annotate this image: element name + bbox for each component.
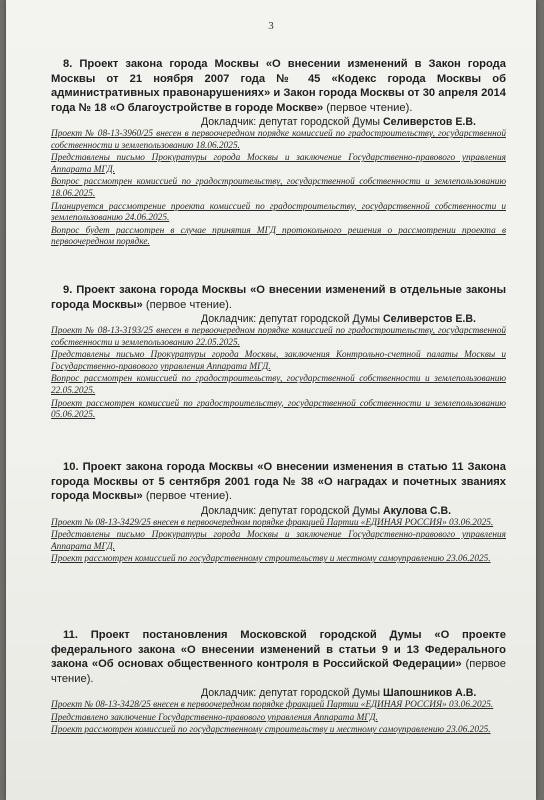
- speaker-line: [51, 115, 506, 129]
- agenda-item-reading: (первое чтение).: [323, 101, 413, 114]
- speaker-name: Селиверстов Е.В.: [382, 313, 476, 325]
- note: Проект № 08-13-3428/25 внесен в первоочередном порядке фракцией Партии «ЕДИНАЯ РОССИЯ» 03.06.2025.: [51, 700, 494, 710]
- note: Представлены письмо Прокуратуры города Москвы и заключение Государственно-правового управления Аппарата МГД.: [51, 153, 506, 175]
- agenda-item-title: Проект закона города Москвы «О внесении изменения в статью 11 Закона города Москвы от 5 сентября 2001 года № 38 «О наградах и почетных званиях города Москвы»: [51, 461, 507, 502]
- agenda-item-9: [51, 283, 506, 422]
- note: Представлены письмо Прокуратуры города Москвы и заключение Государственно-правового управления Аппарата МГД.: [51, 530, 506, 552]
- note: Проект № 08-13-3429/25 внесен в первоочередном порядке фракцией Партии «ЕДИНАЯ РОССИЯ» 03.06.2025.: [51, 517, 494, 528]
- agenda-item-reading: (первое чтение).: [51, 658, 506, 685]
- speaker-name: Акулова С.В.: [382, 504, 452, 517]
- agenda-item-11: [51, 628, 506, 737]
- note: Вопрос рассмотрен комиссией по градостроительству, государственной собственности и землепользованию 22.05.2025.: [51, 374, 506, 396]
- note: Представлены письмо Прокуратуры города Москвы, заключения Контрольно-счетной палаты Москвы и Государственно-правового управления Аппарата МГД.: [51, 350, 506, 372]
- note: Проект рассмотрен комиссией по государственному строительству и местному самоуправлению 23.06.2025.: [51, 554, 491, 565]
- agenda-item-heading: [51, 460, 506, 504]
- speaker-prefix: Докладчик: депутат городской Думы: [201, 687, 383, 699]
- speaker-name: Селиверстов Е.В.: [382, 116, 476, 128]
- agenda-item-title: Проект закона города Москвы «О внесении изменений в Закон города Москвы от 21 ноября 2007 года № 45 «Кодекс города Москвы об административных правонарушениях» и Закон города Москвы от 30 апреля 2014 года № 18 «О благоустройстве в городе Москве»: [51, 58, 506, 114]
- agenda-item-heading: [51, 628, 506, 686]
- agenda-item-number: 8.: [63, 58, 73, 70]
- agenda-item-10: [51, 460, 506, 566]
- agenda-item-heading: [51, 283, 506, 312]
- note: Проект рассмотрен комиссией по государственному строительству и местному самоуправлению 23.06.2025.: [51, 725, 491, 736]
- speaker-line: [51, 686, 506, 700]
- speaker-prefix: Докладчик: депутат городской Думы: [201, 313, 383, 325]
- agenda-item-heading: [51, 57, 506, 115]
- speaker-prefix: Докладчик: депутат городской Думы: [201, 504, 383, 517]
- agenda-item-number: 9.: [63, 284, 73, 296]
- agenda-item-8: [51, 57, 506, 249]
- page-number: 3: [268, 20, 274, 32]
- agenda-item-title: Проект постановления Московской городской Думы «О проекте федерального закона «О внесении изменений в статьи 9 и 13 Федерального закона «Об основах общественного контроля в Российской Федерации»: [51, 629, 506, 670]
- note: Вопрос будет рассмотрен в случае принятия МГД протокольного решения о рассмотрении проекта в первоочередном порядке.: [51, 225, 506, 248]
- speaker-prefix: Докладчик: депутат городской Думы: [201, 116, 383, 128]
- speaker-name: Шапошников А.В.: [382, 687, 477, 699]
- note: Планируется рассмотрение проекта комиссией по градостроительству, государственной собственности и землепользованию 24.06.2025.: [51, 201, 506, 224]
- note: Проект № 08-13-3193/25 внесен в первоочередном порядке комиссией по градостроительству, государственной собственности и землепользованию 22.05.2025.: [51, 326, 506, 348]
- note: Представлено заключение Государственно-правового управления Аппарата МГД.: [51, 712, 378, 723]
- agenda-item-number: 10.: [63, 461, 79, 473]
- note: Проект рассмотрен комиссией по градостроительству, государственной собственности и землепользованию 05.06.2025.: [51, 398, 506, 421]
- agenda-item-reading: (первое чтение).: [142, 298, 233, 311]
- document-page: [6, 0, 536, 800]
- agenda-item-reading: (первое чтение).: [142, 490, 233, 502]
- note: Вопрос рассмотрен комиссией по градостроительству, государственной собственности и землепользованию 18.06.2025.: [51, 177, 506, 199]
- agenda-item-number: 11.: [63, 629, 78, 641]
- agenda-item-title: Проект закона города Москвы «О внесении изменений в отдельные законы города Москвы»: [51, 284, 507, 311]
- note: Проект № 08-13-3960/25 внесен в первоочередном порядке комиссией по градостроительству, государственной собственности и землепользованию 18.06.2025.: [51, 129, 506, 151]
- speaker-line: [51, 312, 506, 326]
- speaker-line: [51, 504, 506, 518]
